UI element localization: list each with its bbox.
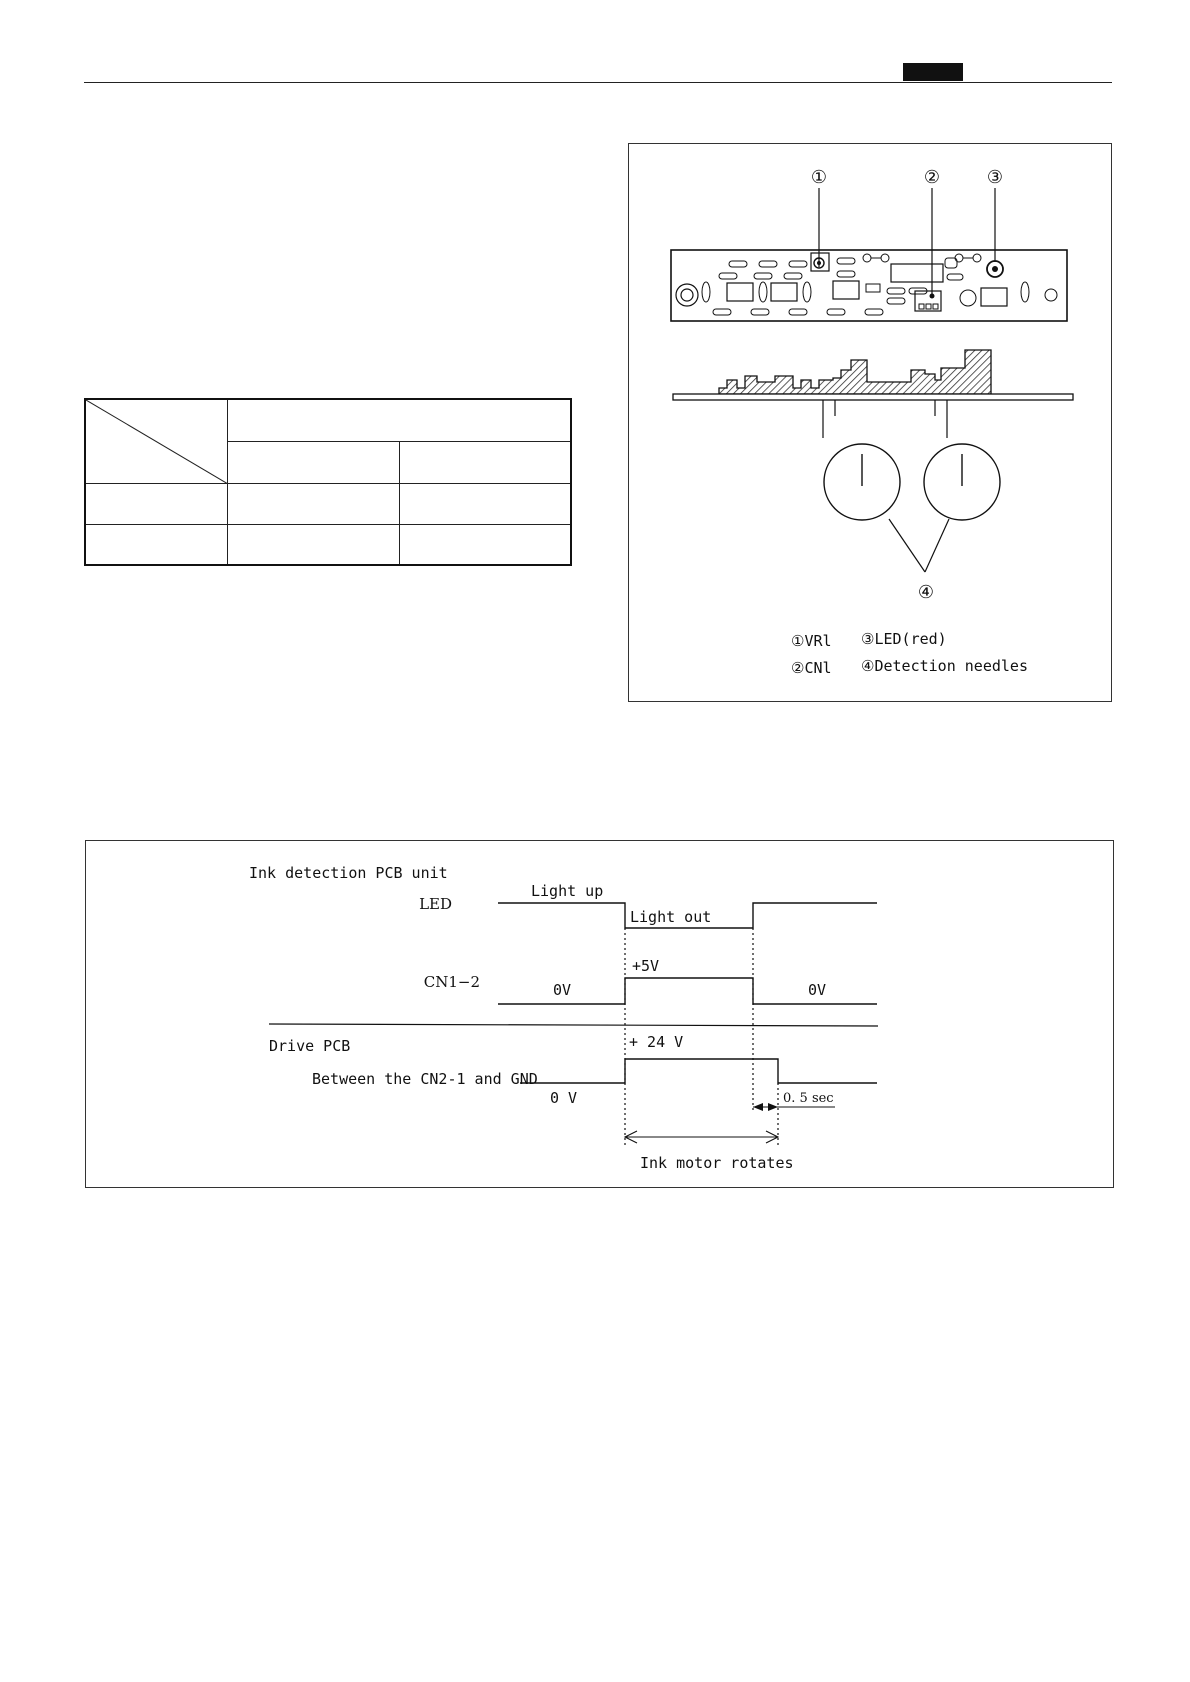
- cn1-2-high: +5V: [632, 957, 660, 975]
- table-header-cell: [228, 399, 571, 441]
- table-cell: [399, 524, 571, 565]
- legend-item-1: ①VRl: [791, 632, 832, 650]
- led-low-text: Light out: [630, 908, 712, 926]
- callout-4: ④: [917, 582, 935, 603]
- drive-section-label: Drive PCB: [269, 1037, 351, 1055]
- cn1-2-label: CN1−2: [423, 973, 480, 991]
- led-high-text: Light up: [531, 882, 604, 900]
- callout-1: ①: [810, 167, 828, 188]
- table-subheader-cell: [228, 441, 400, 483]
- table-corner-cell: [85, 399, 228, 483]
- table-cell: [85, 483, 228, 524]
- pcb-top-view: [671, 250, 1067, 321]
- legend-item-2: ②CNl: [791, 659, 832, 677]
- drive-low: 0 V: [550, 1089, 578, 1107]
- table-row: [85, 483, 571, 524]
- drive-waveform: [520, 1059, 877, 1083]
- detection-needles-detail: [824, 444, 1000, 572]
- timing-chart: [85, 840, 1114, 1188]
- timing-diagram: [86, 841, 1115, 1189]
- cn1-2-low-left: 0V: [553, 981, 572, 999]
- section-divider: [269, 1024, 878, 1026]
- table-subheader-cell: [399, 441, 571, 483]
- drive-signal-label: Between the CN2-1 and GND: [312, 1070, 538, 1088]
- motor-span-arrow: [625, 1131, 778, 1143]
- pcb-illustration: [629, 144, 1113, 703]
- table-cell: [85, 524, 228, 565]
- motor-span-label: Ink motor rotates: [640, 1154, 794, 1172]
- cn1-2-low-right: 0V: [808, 981, 827, 999]
- drive-high: + 24 V: [629, 1033, 684, 1051]
- legend-item-3: ③LED(red): [861, 630, 947, 648]
- pcb-side-view: [673, 350, 1073, 438]
- table-cell: [399, 483, 571, 524]
- diagonal-divider: [86, 400, 228, 484]
- callout-3: ③: [986, 167, 1004, 188]
- table-cell: [228, 483, 400, 524]
- spec-table: [84, 398, 572, 566]
- pcb-figure: [628, 143, 1112, 702]
- delay-label: 0. 5 sec: [783, 1091, 834, 1106]
- legend-item-4: ④Detection needles: [861, 657, 1028, 675]
- header-rule: [84, 82, 1112, 83]
- pcb-legend: [791, 630, 1028, 677]
- callout-2: ②: [923, 167, 941, 188]
- table-row: [85, 524, 571, 565]
- header-tab: [903, 63, 963, 81]
- led-label: LED: [419, 895, 452, 913]
- timing-title: Ink detection PCB unit: [249, 864, 448, 882]
- table-cell: [228, 524, 400, 565]
